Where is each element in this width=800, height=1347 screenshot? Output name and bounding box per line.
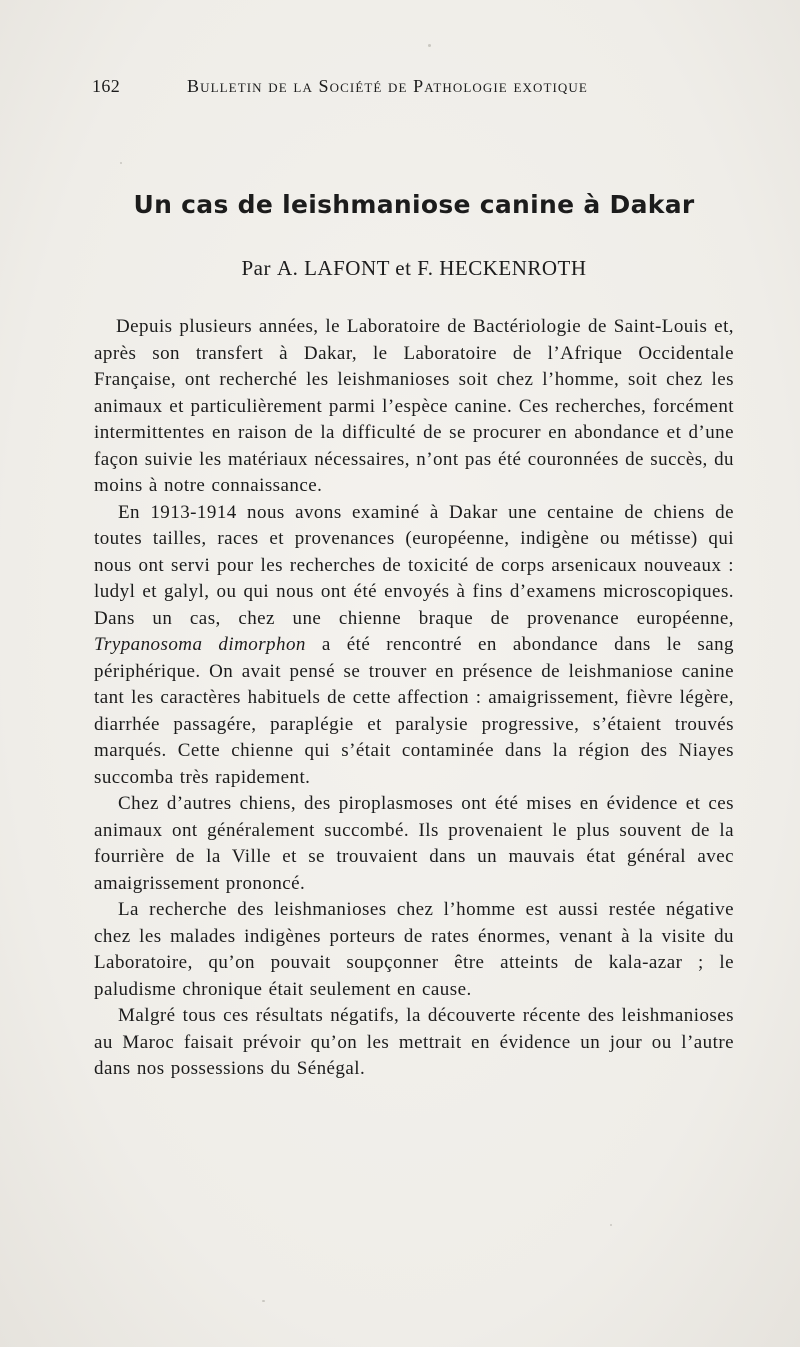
paragraph-1: Depuis plusieurs années, le Laboratoire de Bactériologie de Saint-Louis et, après son transfert à Dakar, le Laboratoire de l’Afrique Occidentale Française, ont recherché les leishmanioses soit chez l’homme, soit chez les animaux et particulièrement parmi l’espèce canine. Ces recherches, forcément intermittentes en raison de la difficulté de se procurer en abondance et d’une façon suivie les matériaux nécessaires, n’ont pas été couronnées de succès, du moins à notre connaissance. [94,316,734,496]
byline [0,256,800,281]
species-name: Trypanosoma dimorphon [94,634,306,655]
paragraph-3: Chez d’autres chiens, des piroplasmoses ont été mises en évidence et ces animaux ont généralement succombé. Ils provenaient le plus souvent de la fourrière de la Ville et se trouvaient dans un mauvais état général avec amaigrissement prononcé. [94,793,734,894]
paper-speck [262,1300,265,1302]
journal-title: Bulletin de la Société de Pathologie exotique [187,76,588,96]
paper-speck [610,1224,612,1226]
paragraph-2 [94,500,734,792]
paper-speck [428,44,431,47]
article-title: Un cas de leishmaniose canine à Dakar [133,190,695,219]
paragraph-2-text-b: a été rencontré en abondance dans le sang périphérique. On avait pensé se trouver en présence de leishmaniose canine tant les caractères habituels de cette affection : amaigrissement, fièvre légère, diarrhée passagére, paraplégie et paralysie progressive, s’étaient trouvés marqués. Cette chienne qui s’était contaminée dans la région des Niayes succomba très rapidement. [94,634,734,788]
paper-speck [120,162,122,164]
page-number: 162 [92,76,121,96]
authors: A. LAFONT et F. HECKENROTH [276,256,587,280]
paragraph-5: Malgré tous ces résultats négatifs, la découverte récente des leishmanioses au Maroc faisait prévoir qu’on les mettrait en évidence un jour ou l’autre dans nos possessions du Sénégal. [94,1005,734,1079]
paragraph-2-text-a: En 1913-1914 nous avons examiné à Dakar une centaine de chiens de toutes tailles, races et provenances (européenne, indigène ou métisse) qui nous ont servi pour les recherches de toxicité de corps arsenicaux nouveaux : ludyl et galyl, ou qui nous ont été envoyés à fins d’examens microscopiques. Dans un cas, chez une chienne braque de provenance européenne, [94,501,734,629]
running-head [92,76,652,104]
byline-prefix: Par [241,256,271,280]
article-body [94,314,734,1083]
paragraph-4: La recherche des leishmanioses chez l’homme est aussi restée négative chez les malades indigènes porteurs de rates énormes, venant à la visite du Laboratoire, qu’on pouvait soupçonner être atteints de kala-azar ; le paludisme chronique était seulement en cause. [94,899,734,1000]
